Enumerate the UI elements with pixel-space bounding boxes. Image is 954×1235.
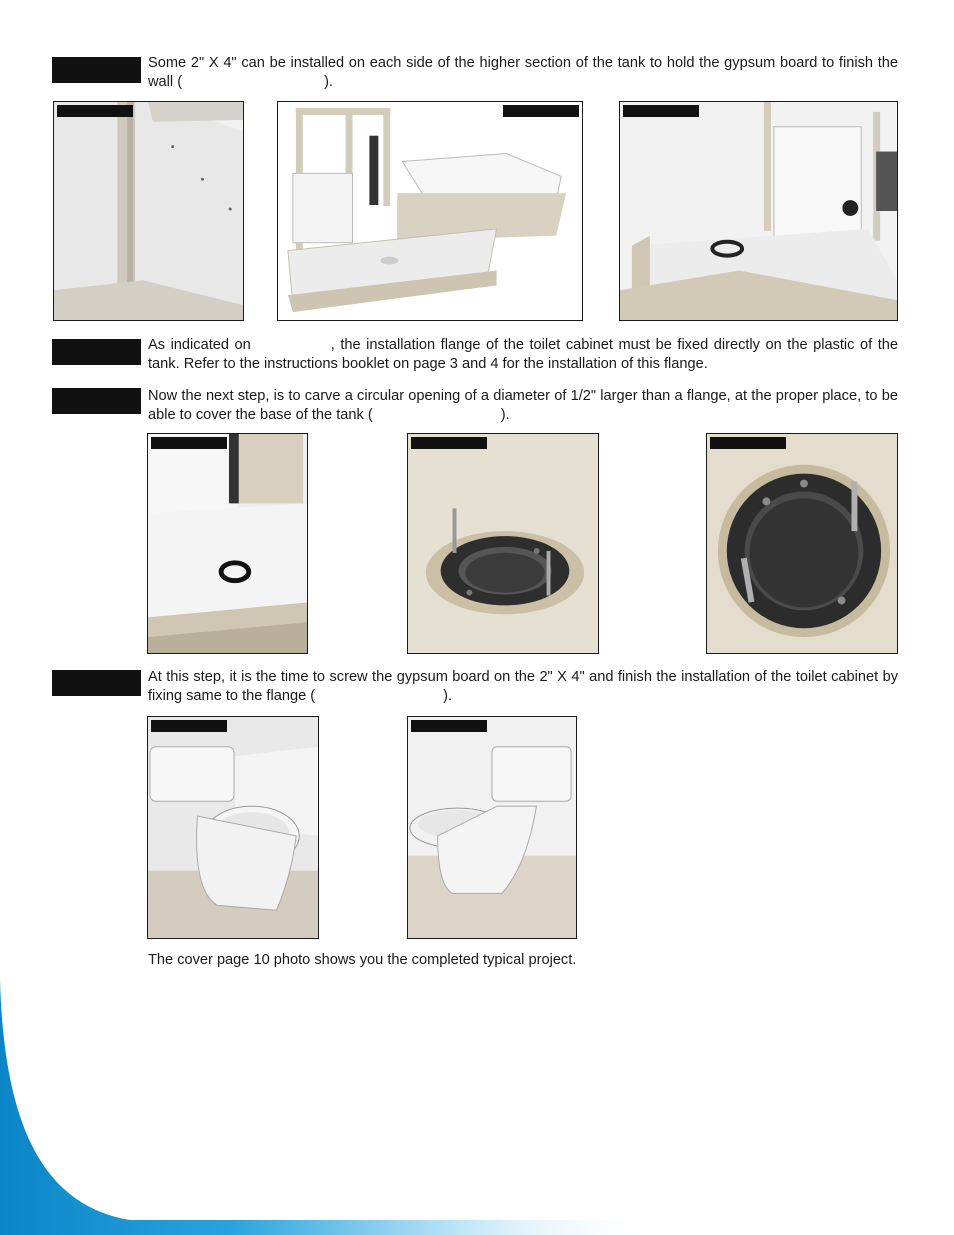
step-tab-2	[52, 339, 141, 365]
step-4-text	[148, 668, 898, 706]
decorative-swoosh	[0, 980, 954, 1235]
completion-note: The cover page 10 photo shows you the completed typical project.	[148, 952, 577, 968]
step-tab-4	[52, 670, 141, 696]
step-tab-3	[52, 388, 141, 414]
photo-label-bar	[710, 437, 786, 449]
step-1-text	[148, 54, 898, 92]
photo-tank-with-flange-ring	[619, 101, 898, 321]
step-3-text	[148, 387, 898, 425]
step-2-text	[148, 336, 898, 374]
photo-label-bar	[503, 105, 579, 117]
photo-tank-frame-overview	[277, 101, 583, 321]
step-2-text-b: , the installation flange of the toilet cabinet must be fixed directly on the plastic of the tank. Refer to the instructions booklet on page 3 and 4 for the installation of this flange.	[148, 337, 898, 372]
photo-flange-closeup	[706, 433, 898, 654]
step-3-text-a: Now the next step, is to carve a circular opening of a diameter of 1/2" larger than a flange, at the proper place, to be able to cover the base of the tank (	[148, 388, 898, 423]
photo-label-bar	[411, 437, 487, 449]
step-2-text-a: As indicated on	[148, 337, 251, 353]
step-1-text-b: ).	[324, 74, 333, 90]
photo-label-bar	[151, 437, 227, 449]
photo-flange-in-opening	[407, 433, 599, 654]
photo-label-bar	[57, 105, 133, 117]
photo-label-bar	[623, 105, 699, 117]
step-3-text-b: ).	[500, 407, 510, 423]
step-4-text-a: At this step, it is the time to screw the gypsum board on the 2" X 4" and finish the installation of the toilet cabinet by fixing same to the flange (	[148, 669, 898, 704]
step-1-text-a: Some 2" X 4" can be installed on each side of the higher section of the tank to hold the gypsum board to finish the wall (	[148, 55, 898, 90]
photo-wall-stud-closeup	[53, 101, 244, 321]
photo-label-bar	[151, 720, 227, 732]
photo-installed-toilet-front	[147, 716, 319, 939]
photo-installed-toilet-side	[407, 716, 577, 939]
step-tab-1	[52, 57, 141, 83]
photo-base-with-flange	[147, 433, 308, 654]
photo-label-bar	[411, 720, 487, 732]
step-4-text-b: ).	[443, 688, 453, 704]
